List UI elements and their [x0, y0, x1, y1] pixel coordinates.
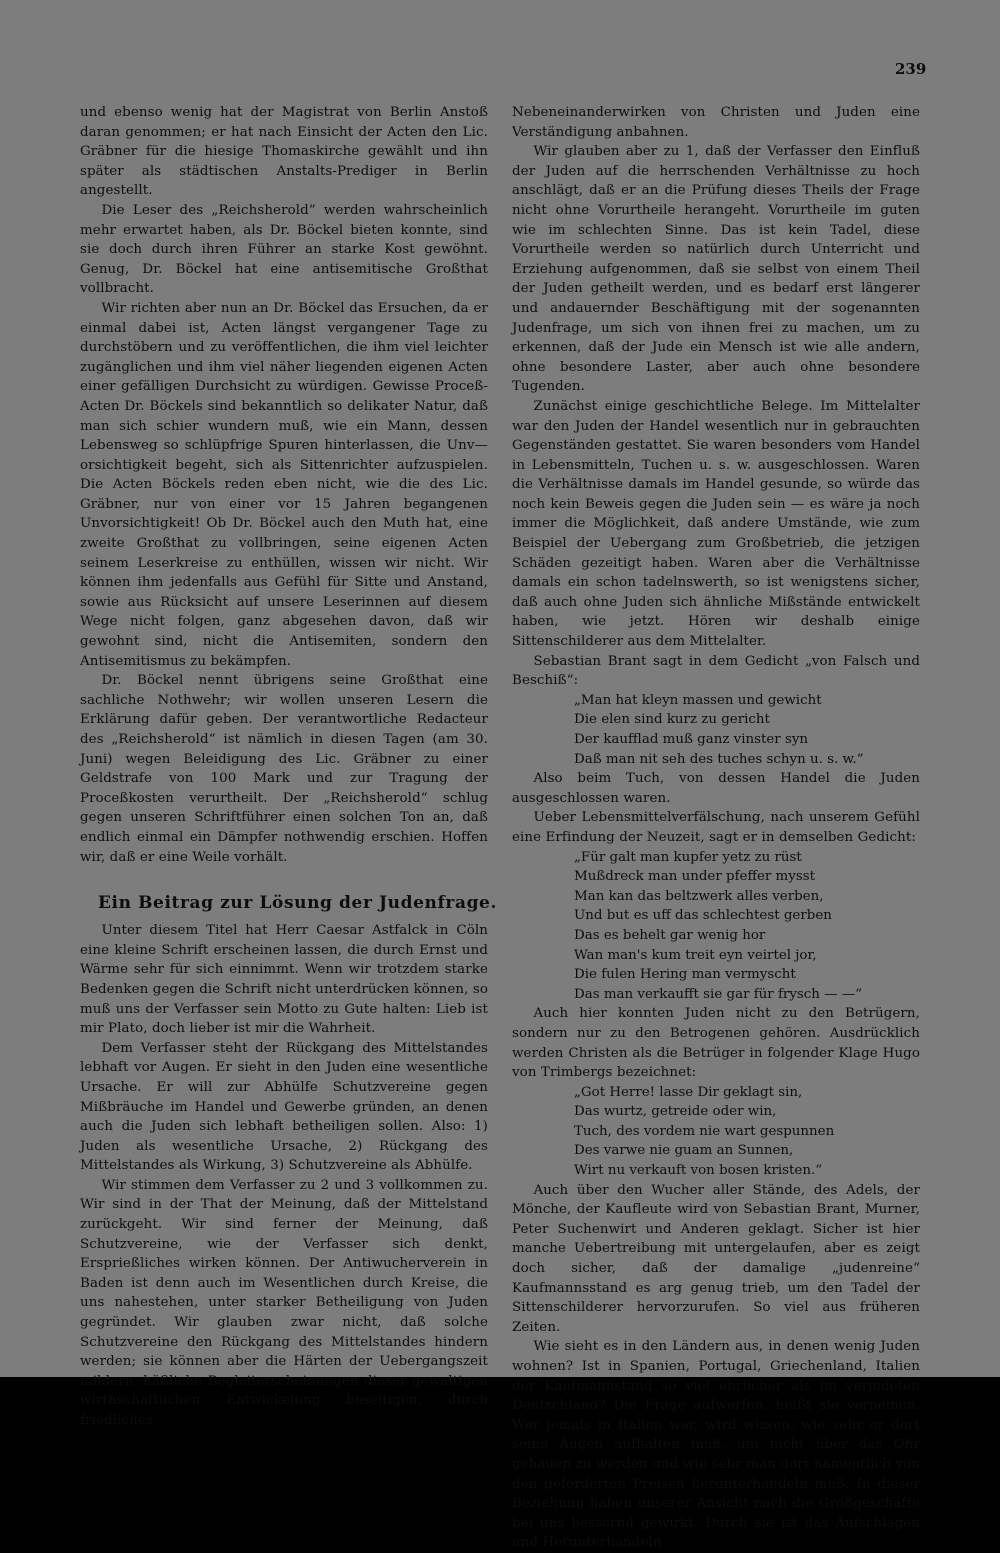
- paragraph: Wie sieht es in den Ländern aus, in denen wenig Juden wohnen? Ist in Spanien, Portugal, Griechenland, Italien der Kaufmannstand so viel ehrlicher als im verjudeten Deutschland? Die Frage aufwerfen, heißt sie verneinen. Wer jemals in Italien war, wird wissen, wie sehr er dort seine Augen aufhalten muß, um nicht über das Ohr gehauen zu werden und wie sehr man dort namentlich von den geforderten Preisen herunterhandeln muß. In dieser Beziehung haben unserer Ansicht nach die Großgeschäfte bei uns bessernd gewirkt. Durch sie ist das Aufschlagen und Herunterhandeln: [512, 1339, 920, 1551]
- verse-line: Das man verkaufft sie gar für frysch — —“: [574, 986, 863, 1002]
- paragraph: Die Leser des „Reichsherold“ werden wahrscheinlich mehr erwartet haben, als Dr. Böckel bieten konnte, sind sie doch durch ihren Führer an starke Kost gewöhnt. Genug, Dr. Böckel hat eine antisemitische Großthat vollbracht.: [80, 202, 488, 297]
- verse-line: Tuch, des vordem nie wart gespunnen: [574, 1123, 835, 1139]
- verse-line: Und but es uff das schlechtest gerben: [574, 908, 832, 924]
- page-number: 239: [895, 60, 927, 78]
- verse-line: Des varwe nie guam an Sunnen,: [574, 1143, 794, 1159]
- verse-quote: [574, 691, 920, 769]
- verse-line: Daß man nit seh des tuches schyn u. s. w.“: [574, 751, 864, 767]
- verse-line: „Got Herre! lasse Dir geklagt sin,: [574, 1084, 803, 1100]
- verse-line: Das wurtz, getreide oder win,: [574, 1104, 777, 1120]
- verse-line: „Für galt man kupfer yetz zu rüst: [574, 849, 802, 865]
- verse-quote: [574, 1083, 920, 1181]
- verse-quote: [574, 848, 920, 1005]
- paragraph: Dr. Böckel nennt übrigens seine Großthat eine sachliche Nothwehr; wir wollen unseren Lesern die Erklärung dafür geben. Der verantwortliche Redacteur des „Reichsherold“ ist nämlich in diesen Tagen (am 30. Juni) wegen Beleidigung des Lic. Gräbner zu einer Geldstrafe von 100 Mark und zur Tragung der Proceßkosten verurtheilt. Der „Reichsherold“ schlug gegen unseren Schriftführer einen solchen Ton an, daß endlich einmal ein Dämpfer nothwendig erschien. Hoffen wir, daß er eine Weile vorhält.: [80, 673, 488, 865]
- verse-line: „Man hat kleyn massen und gewicht: [574, 692, 822, 708]
- right-column: [512, 103, 920, 1553]
- paragraph: Unter diesem Titel hat Herr Caesar Astfalck in Cöln eine kleine Schrift erscheinen lassen, die durch Ernst und Wärme sehr für sich einnimmt. Wenn wir trotzdem starke Bedenken gegen die Schrift nicht unterdrücken können, so muß uns der Verfasser sein Motto zu Gute halten: Lieb ist mir Plato, doch lieber ist mir die Wahrheit.: [80, 923, 488, 1037]
- paragraph: Ueber Lebensmittelverfälschung, nach unserem Gefühl eine Erfindung der Neuzeit, sagt er in demselben Gedicht:: [512, 810, 920, 845]
- paragraph: Wir glauben aber zu 1, daß der Verfasser den Einfluß der Juden auf die herrschenden Verhältnisse zu hoch anschlägt, daß er an die Prüfung dieses Theils der Frage nicht ohne Vorurtheile herangeht. Vorurtheile im guten wie im schlechten Sinne. Das ist kein Tadel, diese Vorurtheile werden so natürlich durch Unterricht und Erziehung aufgenommen, daß sie selbst von einem Theil der Juden getheilt werden, und es bedarf erst längerer und andauernder Beschäftigung mit der sogenannten Judenfrage, um sich von ihnen frei zu machen, um zu erkennen, daß der Jude ein Mensch ist wie alle andern, ohne besondere Laster, aber auch ohne besondere Tugenden.: [512, 144, 920, 395]
- paragraph: Sebastian Brant sagt in dem Gedicht „von Falsch und Beschiß“:: [512, 653, 920, 689]
- verse-line: Mußdreck man under pfeffer mysst: [574, 869, 815, 885]
- verse-line: Der kaufflad muß ganz vinster syn: [574, 732, 809, 747]
- paragraph: Nebeneinanderwirken von Christen und Juden eine Verständigung anbahnen.: [512, 105, 920, 140]
- article-heading: Ein Beitrag zur Lösung der Judenfrage.: [98, 893, 497, 914]
- paragraph: und ebenso wenig hat der Magistrat von Berlin Anstoß daran genommen; er hat nach Einsicht der Acten den Lic. Gräbner für die hiesige Thomaskirche gewählt und ihn später als städtischen Anstalts-Prediger in Berlin angestellt.: [80, 105, 488, 199]
- verse-line: Das es behelt gar wenig hor: [574, 927, 766, 943]
- left-column: [80, 103, 497, 1431]
- paragraph: Wir stimmen dem Verfasser zu 2 und 3 vollkommen zu. Wir sind in der That der Meinung, daß der Mittelstand zurückgeht. Wir sind ferner der Meinung, daß Schutzvereine, wie der Verfasser sich denkt, Ersprießliches wirken können. Der Antiwucherverein in Baden ist denn auch im Wesentlichen durch Kreise, die uns nahestehen, unter starker Betheiligung von Juden gegründet. Wir glauben zwar nicht, daß solche Schutzvereine den Rückgang des Mittelstandes hindern werden; sie können aber die Härten der Uebergangszeit mildern, häßliche Begleiterscheinungen dieser gewaltigen wirthschaftlichen Entwickelung beseitigen, durch friedliches: [80, 1177, 488, 1428]
- verse-line: Wirt nu verkauft von bosen kristen.“: [574, 1163, 823, 1179]
- paragraph: Wir richten aber nun an Dr. Böckel das Ersuchen, da er einmal dabei ist, Acten längst vergangener Tage zu durchstöbern und zu veröffentlichen, die ihm viel leichter zugänglichen und ihm viel näher liegenden eigenen Acten einer gefälligen Durchsicht zu würdigen. Gewisse Proceß-Acten Dr. Böckels sind bekanntlich so delikater Natur, daß man sich schier wundern muß, wie ein Mann, dessen Lebensweg so schlüpfrige Spuren hinterlassen, die Unv—orsichtigkeit begeht, sich als Sittenrichter aufzuspielen. Die Acten Böckels reden eben nicht, wie die des Lic. Gräbner, nur von einer vor 15 Jahren begangenen Unvorsichtigkeit! Ob Dr. Böckel auch den Muth hat, eine zweite Großthat zu vollbringen, seine eigenen Acten seinem Leserkreise zu enthüllen, wissen wir nicht. Wir können ihm jedenfalls aus Gefühl für Sitte und Anstand, sowie aus Rücksicht auf unsere Leserinnen auf diesem Wege nicht folgen, ganz abgesehen davon, daß wir gewohnt sind, nicht die Antisemiten, sondern den Antisemitismus zu bekämpfen.: [80, 300, 488, 669]
- verse-line: Man kan das beltzwerk alles verben,: [574, 888, 824, 904]
- verse-line: Die fulen Hering man vermyscht: [574, 967, 796, 983]
- paragraph: Auch über den Wucher aller Stände, des Adels, der Mönche, der Kaufleute wird von Sebastian Brant, Murner, Peter Suchenwirt und Anderen geklagt. Sicher ist hier manche Uebertreibung mit untergelaufen, aber es zeigt doch sicher, daß der damalige „judenreine“ Kaufmannsstand es arg genug trieb, um den Tadel der Sittenschilderer hervorzurufen. So viel aus früheren Zeiten.: [512, 1182, 920, 1335]
- paragraph: Also beim Tuch, von dessen Handel die Juden ausgeschlossen waren.: [512, 771, 920, 806]
- paragraph: Zunächst einige geschichtliche Belege. Im Mittelalter war den Juden der Handel wesentlich nur in gebrauchten Gegenständen gestattet. Sie waren besonders vom Handel in Lebensmitteln, Tuchen u. s. w. ausgeschlossen. Waren die Verhältnisse damals im Handel gesunde, so würde das noch kein Beweis gegen die Juden sein — es wäre ja noch immer die Möglichkeit, daß andere Umstände, wie zum Beispiel der Uebergang zum Großbetrieb, die jetzigen Schäden gezeitigt haben. Waren aber die Verhältnisse damals ein schon tadelnswerth, so ist wenigstens sicher, daß auch ohne Juden sich ähnliche Mißstände entwickelt haben, wie jetzt. Hören wir deshalb einige Sittenschilderer aus dem Mittelalter.: [512, 398, 920, 650]
- verse-line: Wan man's kum treit eyn veirtel jor,: [574, 947, 817, 963]
- paragraph: Dem Verfasser steht der Rückgang des Mittelstandes lebhaft vor Augen. Er sieht in den Juden eine wesentliche Ursache. Er will zur Abhülfe Schutzvereine gegen Mißbräuche im Handel und Gewerbe gründen, an denen auch die Juden sich lebhaft betheiligen sollen. Also: 1) Juden als wesentliche Ursache, 2) Rückgang des Mittelstandes als Wirkung, 3) Schutzvereine als Abhülfe.: [80, 1040, 488, 1174]
- verse-line: Die elen sind kurz zu gericht: [574, 712, 770, 728]
- paragraph: Auch hier konnten Juden nicht zu den Betrügern, sondern nur zu den Betrogenen gehören. Ausdrücklich werden Christen als die Betrüger in folgender Klage Hugo von Trimbergs bezeichnet:: [512, 1006, 920, 1081]
